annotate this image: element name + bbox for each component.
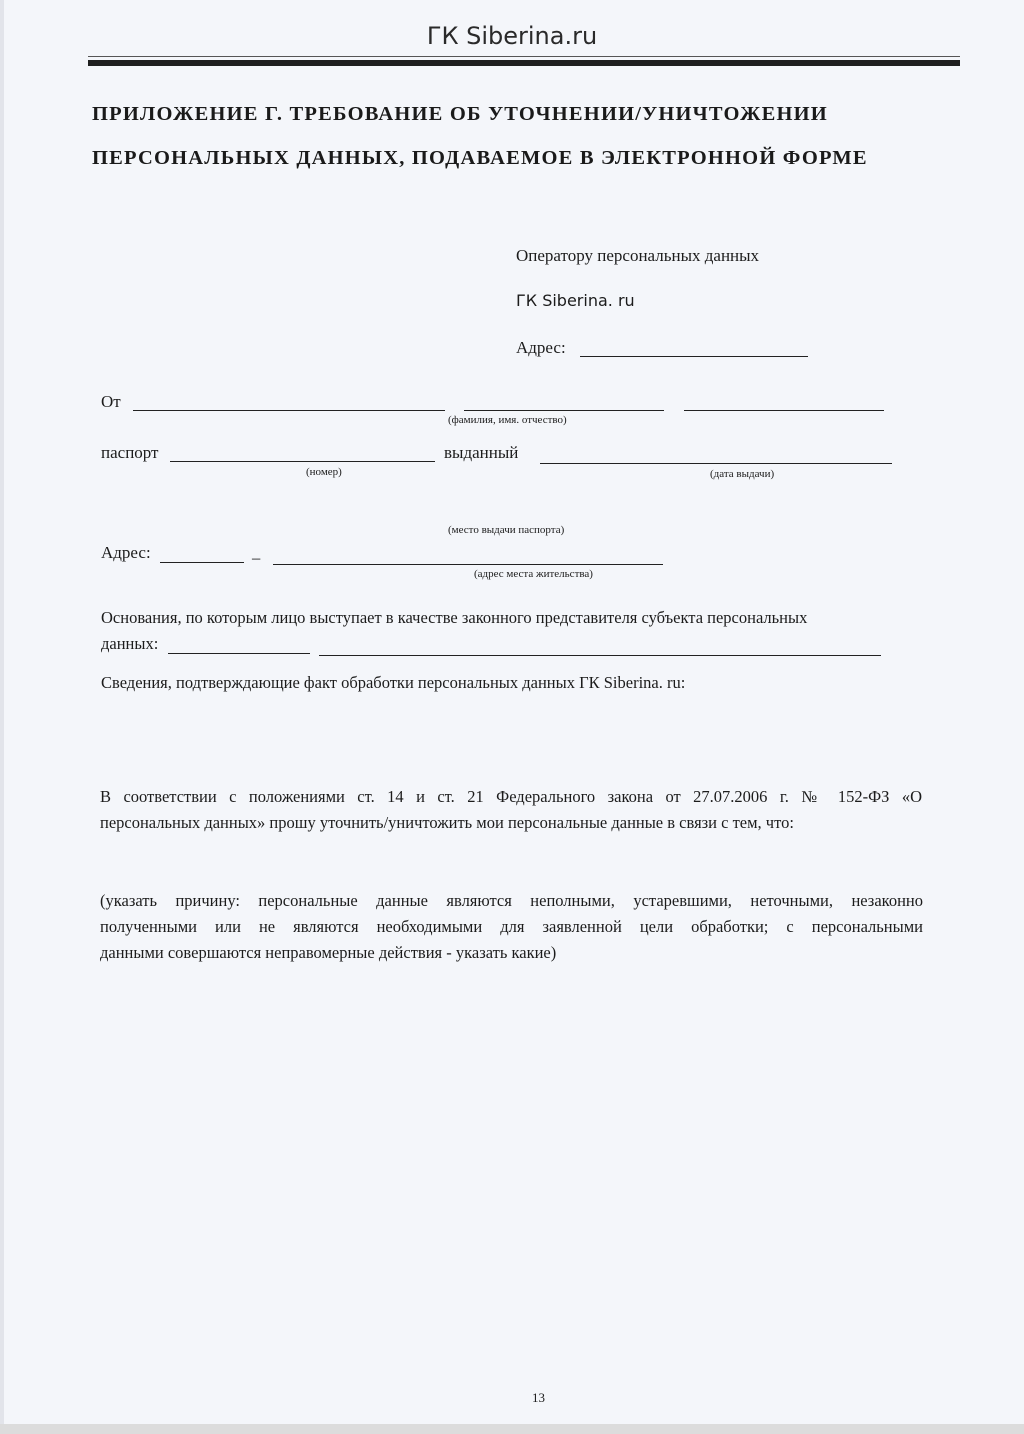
passport-label: паспорт: [101, 443, 159, 462]
document-title-line-1: ПРИЛОЖЕНИЕ Г. ТРЕБОВАНИЕ ОБ УТОЧНЕНИИ/УНИЧТОЖЕНИИ: [92, 103, 828, 125]
issue-date-field[interactable]: [540, 463, 892, 464]
scan-edge-bottom: [0, 1424, 1024, 1434]
issued-label: выданный: [444, 443, 519, 462]
request-line-2: персональных данных» прошу уточнить/уничтожить мои персональные данные в связи с тем, что:: [100, 813, 794, 832]
address-label: Адрес:: [101, 543, 151, 562]
header-title: ГК Siberina.ru: [426, 22, 598, 50]
scan-edge-left: [0, 0, 4, 1434]
from-name-field[interactable]: [464, 410, 664, 411]
grounds-field-1[interactable]: [168, 653, 310, 654]
grounds-field-2[interactable]: [319, 655, 881, 656]
header-rule-thin: [88, 56, 960, 57]
processing-info-text: Сведения, подтверждающие факт обработки персональных данных ГК Siberina. ru:: [101, 673, 686, 692]
document-title-line-2: ПЕРСОНАЛЬНЫХ ДАННЫХ, ПОДАВАЕМОЕ В ЭЛЕКТРОННОЙ ФОРМЕ: [92, 147, 868, 169]
request-line-1: В соответствии с положениями ст. 14 и ст. 21 Федерального закона от 27.07.2006 г. № 152-ФЗ «О: [100, 787, 922, 806]
issue-date-caption: (дата выдачи): [710, 468, 775, 480]
address-separator: –: [252, 548, 261, 567]
address-residence-field[interactable]: [273, 564, 663, 565]
from-caption: (фамилия, имя. отчество): [448, 414, 567, 426]
passport-number-field[interactable]: [170, 461, 435, 462]
reason-line-2: полученными или не являются необходимыми для заявленной цели обработки; с персональными: [100, 917, 923, 936]
grounds-text-line-2: данных:: [101, 634, 159, 653]
reason-line-3: данными совершаются неправомерные действия - указать какие): [100, 943, 557, 962]
passport-number-caption: (номер): [306, 466, 342, 478]
header-rule-thick: [88, 60, 960, 66]
issue-place-caption: (место выдачи паспорта): [448, 524, 565, 536]
reason-line-1: (указать причину: персональные данные являются неполными, устаревшими, неточными, незаконно: [100, 891, 923, 910]
grounds-text-line-1: Основания, по которым лицо выступает в качестве законного представителя субъекта персональных: [101, 608, 808, 627]
from-patronymic-field[interactable]: [684, 410, 884, 411]
from-label: От: [101, 392, 121, 411]
addressee-address-field[interactable]: [580, 356, 808, 357]
address-postcode-field[interactable]: [160, 562, 244, 563]
address-caption: (адрес места жительства): [474, 568, 593, 580]
from-surname-field[interactable]: [133, 410, 445, 411]
page-number: 13: [532, 1390, 545, 1405]
addressee-address-label: Адрес:: [516, 338, 566, 357]
addressee-company: ГК Siberina. ru: [516, 291, 635, 310]
addressee-operator: Оператору персональных данных: [516, 246, 760, 265]
